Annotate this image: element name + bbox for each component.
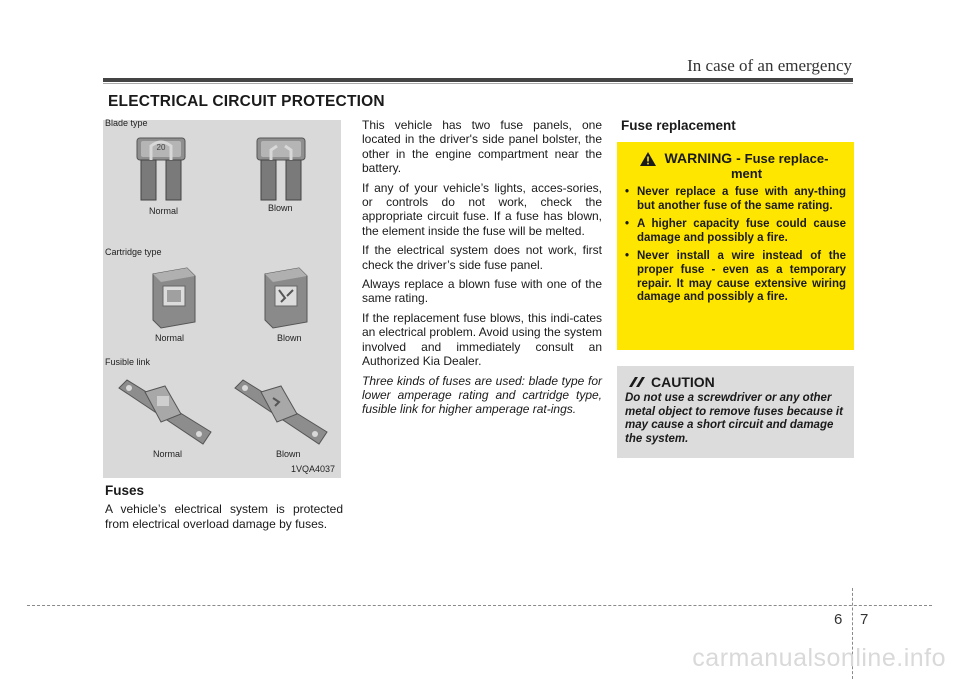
cartridge-type-label: Cartridge type — [105, 247, 162, 257]
cartridge-normal-label: Normal — [155, 333, 185, 343]
warning-title: WARNING - — [664, 150, 741, 166]
fusible-link-normal-image — [115, 378, 215, 448]
warning-box — [617, 142, 854, 350]
blade-blown-label: Blown — [268, 203, 293, 213]
caution-header — [629, 374, 846, 390]
fuses-paragraph: A vehicle’s electrical system is protected from electrical overload damage by fuses. — [105, 502, 343, 531]
blade-fuse-blown-image — [253, 136, 309, 206]
header-rule-thin — [103, 83, 853, 84]
blade-normal-label: Normal — [149, 206, 179, 216]
body-paragraph-4: Always replace a blown fuse with one of the same rating. — [362, 277, 602, 306]
cartridge-blown-label: Blown — [277, 333, 302, 343]
cartridge-fuse-blown-image — [259, 264, 311, 330]
fusible-normal-label: Normal — [153, 449, 183, 459]
blade-type-label: Blade type — [105, 118, 148, 128]
warning-subtitle: Fuse replace-ment — [730, 151, 829, 181]
body-paragraph-2: If any of your vehicle’s lights, acces-sories, or controls do not work, check the appropriate circuit fuse. If a fuse has blown, the element inside the fuse will be melted. — [362, 180, 602, 238]
body-paragraph-1: This vehicle has two fuse panels, one located in the driver's side panel bolster, the other in the engine compartment near the battery. — [362, 118, 602, 176]
blade-fuse-normal-image — [133, 136, 189, 206]
fusible-blown-label: Blown — [276, 449, 301, 459]
caution-box — [617, 366, 854, 458]
figure-code: 1VQA4037 — [290, 464, 335, 474]
body-paragraph-5: If the replacement fuse blows, this indi-cates an electrical problem. Avoid using the system involved and immediately consult an Authorized Kia Dealer. — [362, 310, 602, 369]
figure-caption: Three kinds of fuses are used: blade type for lower amperage rating and cartridge type, fusible link for higher amperage rat-ings. — [362, 373, 602, 417]
header-rule — [103, 78, 853, 82]
body-paragraph-3: If the electrical system does not work, first check the driver’s side fuse panel. — [362, 243, 602, 272]
warning-list — [625, 186, 846, 305]
watermark: carmanualsonline.info — [692, 644, 946, 672]
warning-item: • A higher capacity fuse could cause damage and possibly a fire. — [625, 218, 846, 245]
caution-text: Do not use a screwdriver or any other metal object to remove fuses because it may cause a short circuit and damage the system. — [625, 392, 843, 445]
warning-item: • Never install a wire instead of the proper fuse - even as a temporary repair. It may cause extensive wiring damage and possibly a fire. — [625, 250, 846, 304]
warning-header — [625, 151, 846, 181]
fuses-heading: Fuses — [105, 483, 145, 498]
page-number: 7 — [860, 611, 869, 628]
caution-slash-icon — [629, 377, 645, 387]
footer-dashed-rule — [27, 605, 932, 606]
section-title: ELECTRICAL CIRCUIT PROTECTION — [108, 93, 385, 110]
warning-triangle-icon — [640, 152, 656, 166]
warning-item: • Never replace a fuse with any-thing but another fuse of the same rating. — [625, 186, 846, 213]
fusible-link-blown-image — [231, 378, 331, 448]
cartridge-fuse-normal-image — [147, 264, 199, 330]
body-column — [362, 118, 602, 422]
running-header: In case of an emergency — [687, 56, 852, 75]
fuse-types-figure — [103, 120, 341, 478]
chapter-number: 6 — [834, 611, 843, 628]
caution-title: CAUTION — [651, 374, 715, 390]
blade-fuse-rating: 20 — [156, 143, 166, 152]
fusible-link-label: Fusible link — [105, 357, 151, 367]
fuse-replacement-heading: Fuse replacement — [621, 118, 736, 133]
